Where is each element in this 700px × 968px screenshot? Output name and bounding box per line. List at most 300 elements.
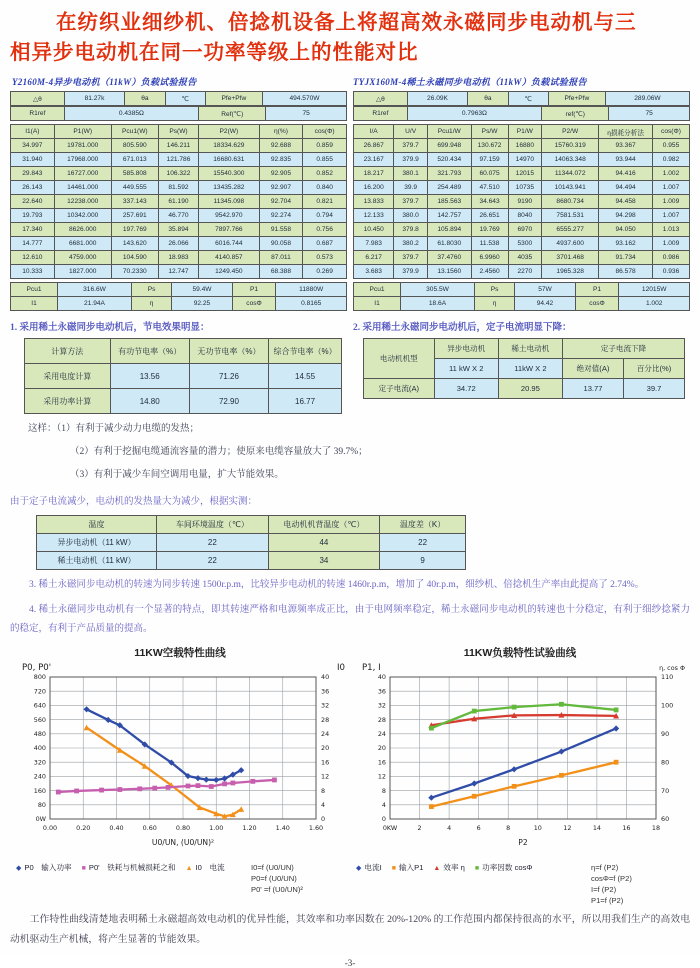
chart-legend [10,860,350,895]
table-cell: 百分比(%) [623,359,684,379]
legend-label: P0 输入功率 [24,863,72,872]
data-table [10,124,347,279]
series-marker [56,790,61,795]
table-cell: 6016.744 [199,237,259,251]
table-cell: 105.894 [427,223,471,237]
table-cell: 13.77 [562,379,623,399]
svg-text:1.40: 1.40 [275,824,290,832]
series-marker [512,705,517,710]
table-cell: 92.835 [259,153,303,167]
svg-text:8: 8 [321,786,326,795]
table-cell: 94.416 [599,167,653,181]
table-cell: 14461.000 [54,181,111,195]
legend-marker-icon: ▲ [185,865,193,872]
legend-label: 功率因数 cosΦ [482,863,533,872]
series-marker [472,709,477,714]
savings-heading: 1. 采用稀土永磁同步电动机后，节电效果明显： [10,323,210,333]
svg-text:80: 80 [661,758,670,767]
svg-text:80: 80 [37,801,46,809]
table-cell: 电动机机型 [364,339,435,379]
legend-items [10,860,251,895]
table-cell: 温度差（K） [380,516,466,534]
table-cell: Ref(℃) [199,107,266,121]
table-cell: 9190 [508,195,542,209]
chart-svg [350,661,690,853]
table-cell: 254.489 [427,181,471,195]
series-marker [152,786,157,791]
table-cell: 379.7 [394,251,428,265]
table-cell: △θ [354,92,408,106]
table-cell: 26.651 [471,209,508,223]
series-marker [137,786,142,791]
series-marker [272,778,277,783]
svg-text:10: 10 [533,824,542,832]
series-marker [614,760,619,765]
svg-text:32: 32 [321,701,330,710]
table-cell: 0.821 [303,195,347,209]
table-cell: P2/W [542,125,599,139]
table-cell: Ps [131,283,171,297]
table-cell: 35.894 [158,223,198,237]
table-cell: 44 [268,534,380,552]
table-cell: 34.72 [434,379,498,399]
table-cell: θa [125,92,165,106]
svg-text:0.20: 0.20 [76,824,91,832]
legend-functions [591,860,632,906]
series-marker [471,780,477,786]
data-table [10,91,347,106]
svg-text:8: 8 [506,824,511,832]
table-cell: 0.756 [303,223,347,237]
table-cell: 0.986 [652,251,689,265]
table-cell: Ps/W [471,125,508,139]
table-cell: 2.4560 [471,265,508,279]
table-cell: I1(A) [11,125,55,139]
para-4: 4. 稀土永磁同步电动机有一个显著的特点，即其转速严格和电源频率成正比，由于电网频率稳定，稀土永磁同步电动机的转速也十分稳定，有利于细纱捻紧力的稳定，有利于产品质量的提高。 [10,605,690,634]
legend-marker-icon: ◆ [16,865,22,872]
series-marker [614,708,619,713]
table-cell: 68.388 [259,265,303,279]
table-cell: 无功节电率（%） [189,339,268,364]
table-cell: 6555.277 [542,223,599,237]
table-cell: 34.997 [11,139,55,153]
svg-text:1.20: 1.20 [242,824,257,832]
svg-text:12: 12 [377,772,386,781]
table-cell: 10.333 [11,265,55,279]
table-cell: 130.672 [471,139,508,153]
table-cell: 1249.450 [199,265,259,279]
svg-text:2: 2 [417,824,422,832]
table-cell: 11344.072 [542,167,599,181]
table-cell: 92.25 [172,297,232,311]
chart-legend [350,860,690,906]
table-cell: 197.769 [111,223,158,237]
legend-label: 效率 η [443,863,465,872]
temperature-table [36,515,466,570]
svg-text:36: 36 [321,687,330,696]
table-cell: 14.777 [11,237,55,251]
table-cell: 0.794 [303,209,347,223]
svg-text:28: 28 [321,715,330,724]
table-cell: 电动机机背温度（℃） [268,516,380,534]
table-cell: 81.27k [64,92,124,106]
svg-text:12: 12 [563,824,572,832]
svg-text:160: 160 [33,786,46,795]
table-cell: 671.013 [111,153,158,167]
table-cell: △θ [11,92,65,106]
table-cell: 19781.000 [54,139,111,153]
table-cell: 185.563 [427,195,471,209]
legend-function-line: P0=f (U0/UN) [251,874,297,883]
table-cell: 379.7 [394,195,428,209]
series-marker [472,794,477,799]
table-cell: Ps [474,283,514,297]
table-cell: 14.80 [110,389,189,414]
table-cell: 13.56 [110,364,189,389]
table-cell: 7.983 [354,237,394,251]
legend-marker-icon: ■ [474,865,480,872]
legend-items [350,860,591,906]
table-cell: η损耗分析法 [599,125,653,139]
svg-text:P2: P2 [518,838,528,847]
data-table [36,515,466,570]
table-cell: 3701.468 [542,251,599,265]
table-cell: 60.075 [471,167,508,181]
table-cell: 计算方法 [25,339,111,364]
title-line-2: 相异步电动机在同一功率等级上的性能对比 [10,42,419,64]
table-cell: 17.340 [11,223,55,237]
table-cell: 72.90 [189,389,268,414]
table-cell: 585.808 [111,167,158,181]
table-cell: 94.458 [599,195,653,209]
svg-text:20: 20 [321,744,330,753]
table-cell: 94.050 [599,223,653,237]
para-3: 3. 稀土永磁同步电动机的转速为同步转速 1500r.p.m，比较异步电动机的转速 1460r.p.m，增加了 40r.p.m，细纱机、倍捻机生产率由此提高了 2.74%。 [29,580,645,590]
table-cell: 1.009 [652,195,689,209]
table-cell: 16880 [508,139,542,153]
series-marker [99,788,104,793]
table-cell: I/A [354,125,394,139]
table-cell: 22 [380,534,466,552]
svg-text:480: 480 [33,730,46,738]
data-table [10,282,347,311]
table-cell: 31.940 [11,153,55,167]
table-cell: 1.009 [652,237,689,251]
table-cell: 22 [157,534,269,552]
svg-text:4: 4 [321,801,326,809]
svg-text:240: 240 [33,772,46,781]
table-cell: 91.734 [599,251,653,265]
table-cell: cos(Φ) [652,125,689,139]
table-cell: 289.06W [605,92,689,106]
svg-text:32: 32 [377,701,386,710]
table-cell: 26.143 [11,181,55,195]
svg-text:U0/UN, (U0/UN)²: U0/UN, (U0/UN)² [151,838,215,847]
table-cell: 699.948 [427,139,471,153]
table-cell: η [474,297,514,311]
stator-table [363,338,685,399]
table-cell: 2270 [508,265,542,279]
report-table-right [353,91,690,311]
table-cell: 0.859 [303,139,347,153]
table-cell: 5300 [508,237,542,251]
series-marker [511,766,517,772]
table-cell: 4035 [508,251,542,265]
svg-text:16: 16 [377,758,386,767]
series-marker [428,795,434,801]
series-marker [203,776,209,782]
table-cell: ℃ [165,92,205,106]
svg-text:0KW: 0KW [382,824,398,832]
table-cell: 92.274 [259,209,303,223]
table-cell: 异步电动机 [434,339,498,359]
page-number: -3- [344,958,356,968]
table-cell: R1ref [11,107,65,121]
svg-text:4: 4 [381,801,386,809]
table-cell: 19.769 [471,223,508,237]
table-cell: η [131,297,171,311]
chart-title: 11KW空载特性曲线 [134,647,226,659]
savings-table [24,338,342,414]
table-cell: 6970 [508,223,542,237]
legend-function-line: cosΦ=f (P2) [591,874,632,883]
table-cell: 1965.328 [542,265,599,279]
table-cell: I1 [354,297,401,311]
note-line-1: 这样：（1）有利于减少动力电缆的发热； [28,424,200,434]
table-cell: 18334.629 [199,139,259,153]
table-cell: 0.955 [652,139,689,153]
svg-text:P1, I: P1, I [362,663,381,673]
legend-label: 电流I [364,863,382,872]
table-cell: 20.95 [498,379,562,399]
table-cell: 87.011 [259,251,303,265]
report-tables-row [10,91,690,311]
table-cell: 14970 [508,153,542,167]
table-cell: 14063.348 [542,153,599,167]
table-cell: 0.4385Ω [64,107,198,121]
table-cell: 70.2330 [111,265,158,279]
table-cell: 18.6A [401,297,475,311]
svg-text:0: 0 [381,815,386,824]
table-cell: 14.55 [269,364,342,389]
data-table [363,338,685,399]
series-marker [238,806,244,812]
table-cell: 4759.000 [54,251,111,265]
table-cell: 11kW X 2 [498,359,562,379]
svg-text:24: 24 [377,730,386,738]
legend-marker-icon: ■ [391,865,396,872]
table-cell: 6681.000 [54,237,111,251]
table-cell: 9542.970 [199,209,259,223]
legend-item [356,862,382,904]
table-cell: 6.9960 [471,251,508,265]
series-marker [558,748,564,754]
data-table [10,106,347,121]
table-cell: 305.5W [401,283,475,297]
series-marker [613,725,619,731]
table-cell: 11345.098 [199,195,259,209]
table-cell: 61.8030 [427,237,471,251]
svg-text:400: 400 [33,744,46,753]
table-cell: 39.9 [394,181,428,195]
table-cell: 805.590 [111,139,158,153]
svg-text:1.60: 1.60 [308,824,324,832]
table-cell: 92.905 [259,167,303,181]
table-cell: 257.691 [111,209,158,223]
svg-text:1.00: 1.00 [209,824,224,832]
table-cell: 4140.857 [199,251,259,265]
table-cell: 81.592 [158,181,198,195]
svg-text:800: 800 [33,673,46,682]
table-cell: ℃ [508,92,548,106]
table-cell: 绝对值(A) [562,359,623,379]
table-cell: 1.007 [652,209,689,223]
table-cell: 1.002 [652,167,689,181]
table-cell: 380.0 [394,209,428,223]
table-cell: 13.833 [354,195,394,209]
table-cell: η(%) [259,125,303,139]
svg-text:η, cos Φ: η, cos Φ [659,664,685,672]
table-cell: cos(Φ) [303,125,347,139]
table-cell: 10.450 [354,223,394,237]
table-cell: 39.7 [623,379,684,399]
page-title [10,8,690,68]
legend-label: P0' 铁耗与机械损耗之和 [88,863,176,872]
svg-text:0.40: 0.40 [109,824,124,832]
table-cell: 93.944 [599,153,653,167]
table-cell: 12.610 [11,251,55,265]
table-cell: 16727.000 [54,167,111,181]
table-cell: Pcu1 [11,283,58,297]
table-cell: 61.190 [158,195,198,209]
data-table [353,282,690,311]
table-cell: 10342.000 [54,209,111,223]
table-cell: 22 [157,552,269,570]
table-cell: 3.683 [354,265,394,279]
data-table [24,338,342,414]
table-cell: 75 [609,107,690,121]
table-cell: 494.570W [262,92,346,106]
legend-function-line: P1=f (P2) [591,896,624,905]
report-captions-row [10,68,690,91]
table-cell: 0.936 [652,265,689,279]
table-cell: 143.620 [111,237,158,251]
table-cell: 0.269 [303,265,347,279]
table-cell: Pcu1/W [427,125,471,139]
table-cell: 1.002 [619,297,690,311]
series-marker [166,785,171,790]
table-cell: 11 kW X 2 [434,359,498,379]
table-cell: 23.167 [354,153,394,167]
report-caption-right: TYJX160M-4稀土永磁同步电动机（11kW）负载试验报告 [353,77,587,87]
svg-text:28: 28 [377,715,386,724]
table-cell: P1 [575,283,619,297]
table-cell: 0.7963Ω [407,107,541,121]
series-marker [250,779,255,784]
table-cell: 稀土电动机 [498,339,562,359]
svg-text:0W: 0W [35,815,46,824]
legend-label: I0 电流 [195,863,225,872]
charts-row [10,645,690,906]
legend-functions [251,860,303,895]
legend-item [82,862,176,893]
svg-text:8: 8 [381,786,386,795]
table-cell: 90.058 [259,237,303,251]
table-cell: 17968.000 [54,153,111,167]
table-cell: 29.843 [11,167,55,181]
legend-item [475,862,533,904]
svg-text:P0, P0': P0, P0' [22,663,52,673]
table-cell: 16680.631 [199,153,259,167]
svg-text:70: 70 [661,786,670,795]
table-cell: 104.590 [111,251,158,265]
svg-text:14: 14 [592,824,601,832]
table-cell: 26.867 [354,139,394,153]
svg-text:16: 16 [321,758,330,767]
svg-text:24: 24 [321,730,330,738]
table-cell: 16.77 [269,389,342,414]
table-cell: 337.143 [111,195,158,209]
table-cell: 16.200 [354,181,394,195]
table-cell: 6.217 [354,251,394,265]
series-marker [213,777,219,783]
table-cell: 0.573 [303,251,347,265]
svg-text:40: 40 [321,673,330,682]
table-cell: 1827.000 [54,265,111,279]
table-cell: P1/W [508,125,542,139]
table-cell: 321.793 [427,167,471,181]
table-cell: 379.7 [394,139,428,153]
table-cell: cosΦ [232,297,276,311]
table-cell: 142.757 [427,209,471,223]
table-cell: 18.983 [158,251,198,265]
note-line-3: （3）有利于减少车间空调用电量，扩大节能效果。 [70,470,284,480]
svg-text:90: 90 [661,730,670,738]
svg-text:0: 0 [321,815,326,824]
table-cell: 97.159 [471,153,508,167]
table-cell: 59.4W [172,283,232,297]
table-cell: 75 [266,107,347,121]
series-line [431,762,616,806]
table-cell: 86.578 [599,265,653,279]
title-line-1: 在纺织业细纱机、倍捻机设备上将超高效永磁同步电动机与三 [56,12,637,34]
table-cell: 379.8 [394,223,428,237]
table-cell: 12.133 [354,209,394,223]
table-cell: 380.1 [394,167,428,181]
svg-text:100: 100 [661,701,674,710]
table-cell: 12238.000 [54,195,111,209]
table-cell: 520.434 [427,153,471,167]
table-cell: 22.640 [11,195,55,209]
table-cell: ref(℃) [542,107,609,121]
table-cell: P1 [232,283,276,297]
svg-text:12: 12 [321,772,330,781]
chart-title: 11KW负载特性试验曲线 [463,647,577,659]
table-cell: 21.94A [58,297,132,311]
table-cell: 379.9 [394,153,428,167]
table-cell: 0.687 [303,237,347,251]
data-table [353,124,690,279]
legend-marker-icon: ■ [81,865,86,872]
table-cell: 92.907 [259,181,303,195]
table-cell: 26.066 [158,237,198,251]
legend-function-line: P0' =f (U0/UN)² [251,885,303,894]
table-cell: 0.982 [652,153,689,167]
table-cell: 34 [268,552,380,570]
table-cell: Pcu1 [354,283,401,297]
table-cell: 12015 [508,167,542,181]
table-cell: Pfe+Pfw [548,92,605,106]
